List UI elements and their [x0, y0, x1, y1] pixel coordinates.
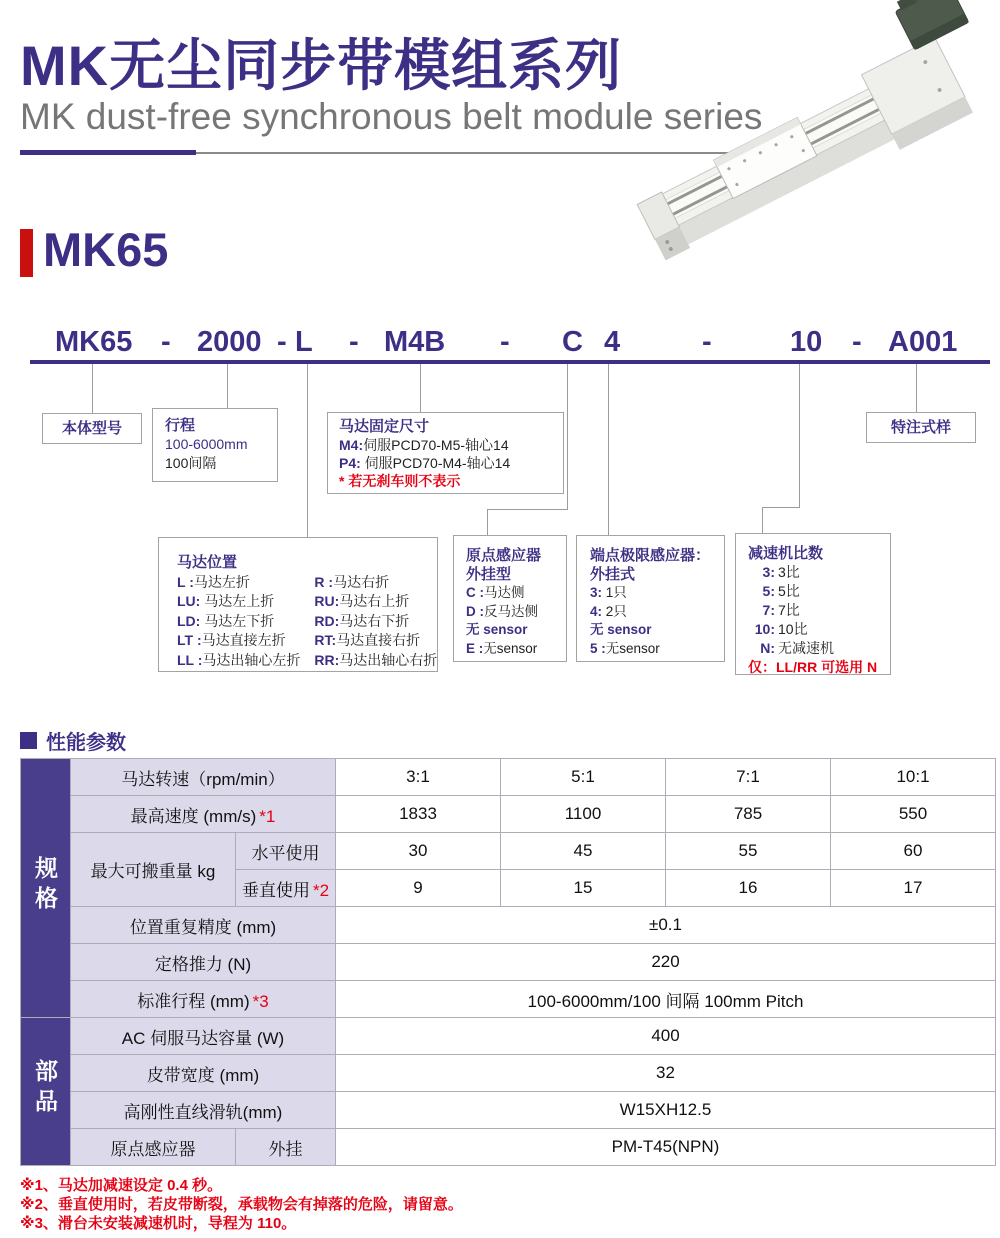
mount-note: * 若无刹车则不表示 [339, 473, 461, 489]
callout-title: 特注式样 [890, 419, 951, 436]
cell: PM-T45(NPN) [336, 1129, 996, 1166]
callout-special-spec [866, 412, 976, 443]
model-token: - [161, 326, 171, 358]
callout-limit-sensor [576, 535, 725, 662]
cell: W15XH12.5 [336, 1092, 996, 1129]
callout-title: 行程 [165, 417, 196, 434]
position-option: LT :马达直接左折 [177, 632, 286, 648]
position-option: L :马达左折 [177, 573, 250, 590]
connector-line [762, 507, 800, 508]
cell: 32 [336, 1055, 996, 1092]
row-label: 马达转速（rpm/min） [71, 759, 336, 796]
model-token: - [500, 326, 510, 358]
connector-line [799, 364, 800, 508]
cell: 30 [336, 833, 501, 870]
sensor-option: 3: 1只 [590, 585, 627, 600]
connector-line [307, 364, 308, 537]
cell: 7:1 [666, 759, 831, 796]
cell: 400 [336, 1018, 996, 1055]
footnote: ※3、滑台未安装减速机时，导程为 110。 [20, 1215, 297, 1232]
sensor-option: D :反马达侧 [466, 603, 538, 619]
table-row [21, 907, 996, 944]
table-row [21, 1129, 996, 1166]
position-option: R :马达右折 [314, 573, 390, 590]
callout-stroke [152, 408, 278, 482]
model-token: M4B [384, 326, 446, 358]
row-label: 皮带宽度 (mm) [71, 1055, 336, 1092]
position-option: RR:马达出轴心右折 [314, 651, 438, 668]
reducer-option: N: 无减速机 [760, 640, 834, 656]
model-token: - [702, 326, 712, 358]
row-sublabel: 垂直使用 *2 [236, 870, 336, 907]
connector-line [567, 364, 568, 510]
cell: 10:1 [831, 759, 996, 796]
reducer-note: 仅：LL/RR 可选用 N [748, 659, 878, 675]
cell: 16 [666, 870, 831, 907]
callout-title: 外挂型 [466, 565, 512, 583]
connector-line [916, 364, 917, 412]
position-option: RT:马达直接右折 [314, 632, 421, 648]
mount-option: M4:伺服PCD70-M5-轴心14 [339, 437, 509, 453]
model-token: C [562, 326, 583, 358]
reducer-option: 10: 10比 [754, 621, 808, 637]
table-row [21, 1092, 996, 1129]
callout-motor-position [158, 537, 438, 672]
table-row [21, 944, 996, 981]
page-title: MK无尘同步带模组系列 [20, 34, 623, 97]
no-sensor-label: 无 sensor [590, 622, 652, 637]
connector-line [487, 509, 488, 536]
position-option: LD: 马达左下折 [177, 612, 275, 629]
stroke-range: 100-6000mm [165, 436, 248, 452]
cell: 9 [336, 870, 501, 907]
cell: 100-6000mm/100 间隔 100mm Pitch [336, 981, 996, 1018]
sensor-option: 4: 2只 [590, 603, 627, 619]
position-option: LU: 马达左上折 [177, 593, 275, 609]
performance-header [20, 726, 126, 755]
connector-line [420, 364, 421, 412]
reducer-option: 5: 5比 [762, 583, 800, 599]
cell: 15 [501, 870, 666, 907]
callout-title: 端点极限感应器： [590, 547, 711, 564]
motor-position-right-column [314, 573, 437, 671]
model-token: 2000 [197, 326, 262, 358]
row-label: 标准行程 (mm) *3 [71, 981, 336, 1018]
connector-line [227, 364, 228, 408]
callout-body-model [42, 413, 142, 444]
model-token: 10 [790, 326, 823, 358]
footnote: ※2、垂直使用时，若皮带断裂，承载物会有掉落的危险，请留意。 [20, 1196, 463, 1213]
parts-band: 部品 [21, 1018, 71, 1166]
sensor-option: C :马达侧 [466, 585, 525, 600]
model-token: - [852, 326, 862, 358]
footnote: ※1、马达加减速设定 0.4 秒。 [20, 1177, 223, 1194]
model-token: L [295, 326, 313, 358]
cell: 785 [666, 796, 831, 833]
footnotes [20, 1176, 463, 1233]
cell: 45 [501, 833, 666, 870]
callout-title: 外挂式 [590, 565, 636, 583]
motor-position-left-column [177, 573, 300, 671]
square-bullet-icon [20, 732, 37, 749]
callout-reducer-ratio [735, 533, 891, 675]
table-row [21, 833, 996, 870]
row-label: AC 伺服马达容量 (W) [71, 1018, 336, 1055]
mount-option: P4: 伺服PCD70-M4-轴心14 [339, 455, 511, 471]
stroke-step: 100间隔 [165, 455, 217, 471]
position-option: RU:马达右上折 [314, 593, 410, 609]
product-image [608, 0, 1000, 268]
sensor-option: E :无sensor [466, 640, 538, 656]
cell: 17 [831, 870, 996, 907]
performance-title: 性能参数 [46, 732, 126, 754]
table-row [21, 1018, 996, 1055]
model-code-rule [30, 360, 990, 364]
section-title: MK65 [43, 223, 169, 276]
cell: 3:1 [336, 759, 501, 796]
callout-origin-sensor [453, 535, 567, 662]
connector-line [762, 507, 763, 534]
model-token: A001 [888, 326, 958, 358]
model-token: - [277, 326, 287, 358]
cell: 1833 [336, 796, 501, 833]
cell: 60 [831, 833, 996, 870]
table-row [21, 1055, 996, 1092]
table-row [21, 759, 996, 796]
cell: 1100 [501, 796, 666, 833]
model-token: MK65 [55, 326, 133, 358]
cell: 5:1 [501, 759, 666, 796]
callout-title: 本体型号 [61, 420, 122, 437]
callout-title: 马达固定尺寸 [339, 418, 430, 435]
cell: 220 [336, 944, 996, 981]
callout-title: 马达位置 [177, 554, 238, 571]
position-option: LL :马达出轴心左折 [177, 651, 301, 668]
row-sublabel: 水平使用 [236, 833, 336, 870]
row-label: 最高速度 (mm/s) *1 [71, 796, 336, 833]
row-label: 位置重复精度 (mm) [71, 907, 336, 944]
model-token: 4 [604, 326, 621, 358]
cell: 55 [666, 833, 831, 870]
connector-line [92, 364, 93, 413]
table-row [21, 796, 996, 833]
row-label: 高刚性直线滑轨(mm) [71, 1092, 336, 1129]
row-label: 定格推力 (N) [71, 944, 336, 981]
table-row [21, 981, 996, 1018]
model-token: - [349, 326, 359, 358]
cell: ±0.1 [336, 907, 996, 944]
callout-title: 原点感应器 [466, 547, 542, 564]
callout-title: 减速机比数 [748, 545, 824, 562]
section-accent-bar [20, 229, 33, 277]
row-label: 原点感应器 [71, 1129, 236, 1166]
connector-line [608, 364, 609, 535]
header-rule-accent [20, 150, 196, 155]
reducer-option: 7: 7比 [762, 602, 800, 618]
row-sublabel: 外挂 [236, 1129, 336, 1166]
position-option: RD:马达右下折 [314, 612, 410, 629]
spec-band: 规格 [21, 759, 71, 1018]
reducer-option: 3: 3比 [762, 564, 800, 580]
spec-table [20, 758, 996, 1166]
sensor-option: 5 :无sensor [590, 640, 660, 656]
callout-motor-mount [327, 412, 564, 494]
cell: 550 [831, 796, 996, 833]
row-label: 最大可搬重量 kg [71, 833, 236, 907]
connector-line [487, 509, 568, 510]
page-subtitle: MK dust-free synchronous belt module series [20, 96, 763, 137]
no-sensor-label: 无 sensor [466, 622, 528, 637]
